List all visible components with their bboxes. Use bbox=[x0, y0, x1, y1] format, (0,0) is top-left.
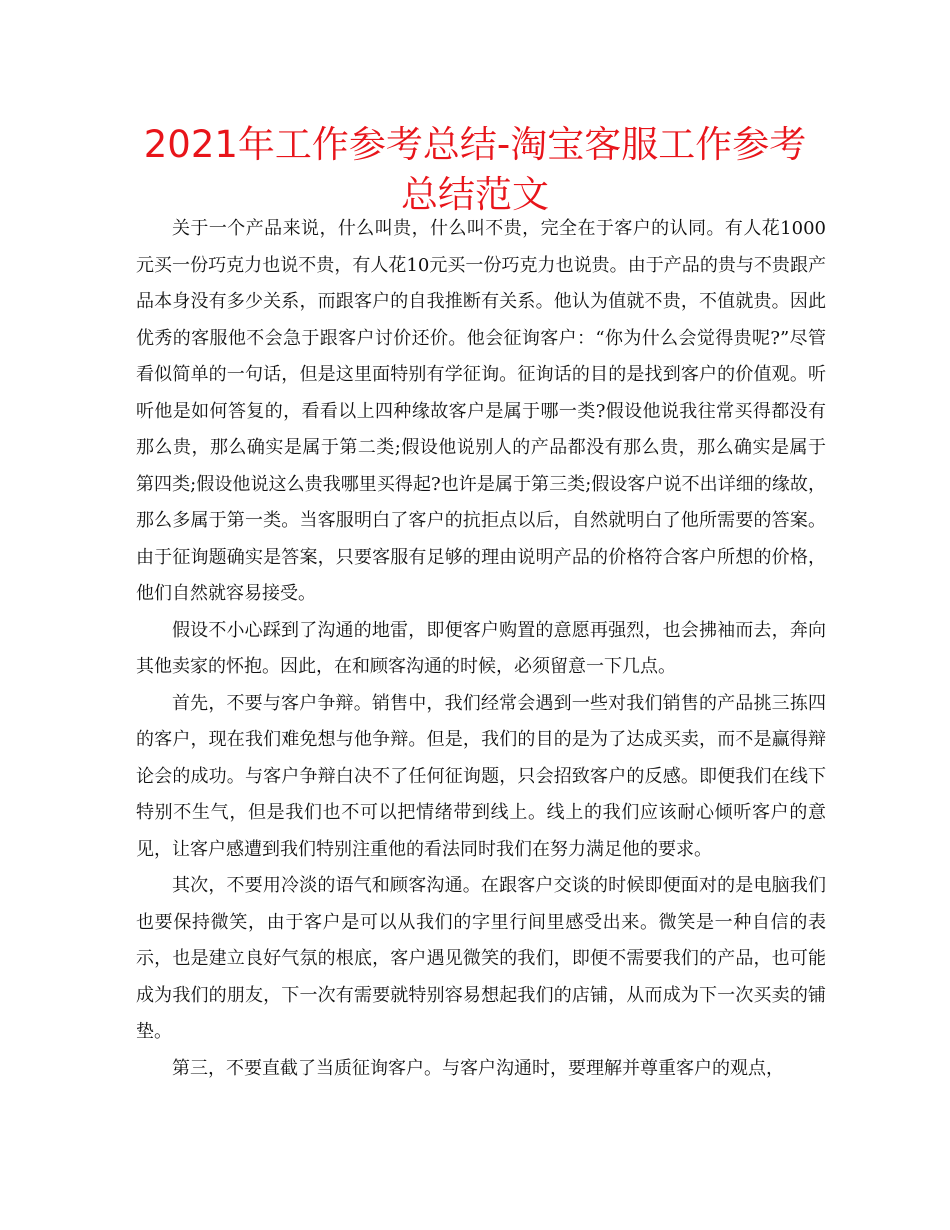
document-title: 2021年工作参考总结-淘宝客服工作参考总结范文 bbox=[143, 123, 807, 216]
paragraph: 第三，不要直截了当质征询客户。与客户沟通时，要理解并尊重客户的观点， bbox=[172, 1057, 784, 1079]
paragraph: 关于一个产品来说，什么叫贵，什么叫不贵，完全在于客户的认同。有人花1000元买一份巧克力也说不贵，有人花10元买一份巧克力也说贵。由于产品的贵与不贵跟产品本身没有多少关系，而跟客户的自我推断有关系。他认为值就不贵，不值就贵。因此优秀的客服他不会急于跟客户讨价还价。他会征询客户：“你为什么会觉得贵呢?”尽管看似简单的一句话，但是这里面特别有学征询。征询话的目的是找到客户的价值观。听听他是如何答复的，看看以上四种缘故客户是属于哪一类?假设他说我往常买得都没有那么贵，那么确实是属于第二类;假设他说别人的产品都没有那么贵，那么确实是属于第四类;假设他说这么贵我哪里买得起?也许是属于第三类;假设客户说不出详细的缘故，那么多属于第一类。当客服明白了客户的抗拒点以后，自然就明白了他所需要的答案。由于征询题确实是答案，只要客服有足够的理由说明产品的价格符合客户所想的价格，他们自然就容易接受。 bbox=[136, 218, 826, 604]
paragraph: 假设不小心踩到了沟通的地雷，即便客户购置的意愿再强烈，也会拂袖而去，奔向其他卖家的怀抱。因此，在和顾客沟通的时候，必须留意一下几点。 bbox=[136, 619, 826, 677]
document-body bbox=[136, 211, 826, 1087]
paragraph: 首先，不要与客户争辩。销售中，我们经常会遇到一些对我们销售的产品挑三拣四的客户，现在我们难免想与他争辩。但是，我们的目的是为了达成买卖，而不是赢得辩论会的成功。与客户争辩白决不了任何征询题，只会招致客户的反感。即便我们在线下特别不生气，但是我们也不可以把情绪带到线上。线上的我们应该耐心倾听客户的意见，让客户感遭到我们特别注重他的看法同时我们在努力满足他的要求。 bbox=[136, 692, 826, 860]
paragraph: 其次，不要用冷淡的语气和顾客沟通。在跟客户交谈的时候即便面对的是电脑我们也要保持微笑，由于客户是可以从我们的字里行间里感受出来。微笑是一种自信的表示，也是建立良好气氛的根底，客户遇见微笑的我们，即便不需要我们的产品，也可能成为我们的朋友，下一次有需要就特别容易想起我们的店铺，从而成为下一次买卖的铺垫。 bbox=[136, 875, 826, 1042]
